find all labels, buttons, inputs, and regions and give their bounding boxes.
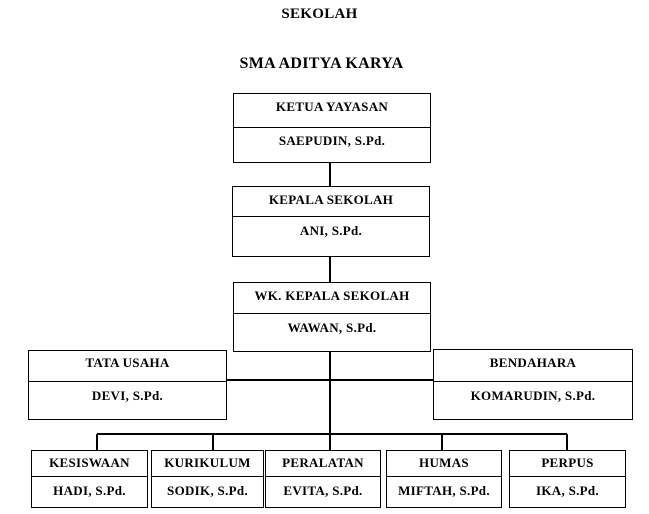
node-name: HADI, S.Pd. <box>53 483 126 498</box>
node-ketua-yayasan <box>233 93 431 163</box>
node-peralatan <box>265 450 381 508</box>
node-name: DEVI, S.Pd. <box>91 388 164 403</box>
node-kepala-sekolah <box>232 186 430 257</box>
node-tata-usaha <box>28 350 227 420</box>
node-bendahara <box>433 349 633 420</box>
node-kesiswaan <box>31 450 148 508</box>
node-name: WAWAN, S.Pd. <box>287 320 377 335</box>
node-role: PERALATAN <box>282 455 364 470</box>
node-name: SODIK, S.Pd. <box>167 483 248 498</box>
node-wk-kepala-sekolah <box>233 282 431 352</box>
node-role: PERPUS <box>541 455 594 470</box>
node-perpus <box>509 450 626 508</box>
node-role: WK. KEPALA SEKOLAH <box>254 288 410 303</box>
node-kurikulum <box>151 450 264 508</box>
node-role: KETUA YAYASAN <box>275 99 389 114</box>
node-name: ANI, S.Pd. <box>299 223 363 238</box>
node-name: EVITA, S.Pd. <box>283 483 363 498</box>
node-role: HUMAS <box>419 455 469 470</box>
node-name: KOMARUDIN, S.Pd. <box>470 388 596 403</box>
node-name: SAEPUDIN, S.Pd. <box>278 133 386 148</box>
node-role: KURIKULUM <box>164 455 251 470</box>
node-name: IKA, S.Pd. <box>536 483 599 498</box>
node-role: TATA USAHA <box>85 355 170 370</box>
node-humas <box>386 450 502 508</box>
node-role: BENDAHARA <box>489 355 577 370</box>
school-name: SMA ADITYA KARYA <box>239 55 404 72</box>
node-role: KESISWAAN <box>49 455 130 470</box>
chart-title: SEKOLAH <box>281 6 358 22</box>
node-role: KEPALA SEKOLAH <box>268 192 394 207</box>
node-name: MIFTAH, S.Pd. <box>398 483 490 498</box>
